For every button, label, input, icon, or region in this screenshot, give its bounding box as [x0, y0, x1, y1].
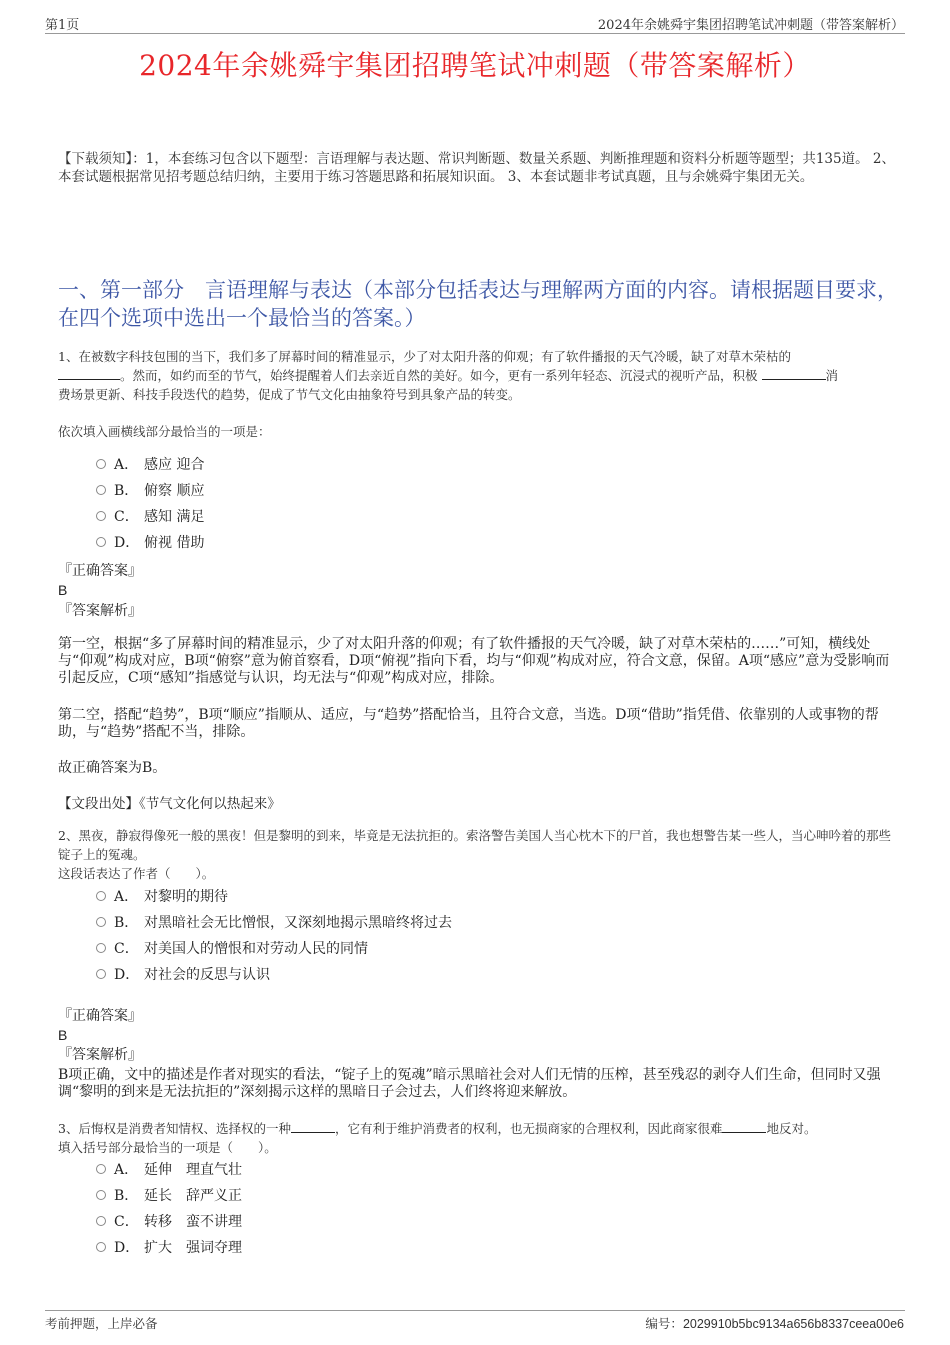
- question-2-option-d[interactable]: D． 对社会的反思与认识: [96, 965, 270, 985]
- question-2-option-c[interactable]: C． 对美国人的憎恨和对劳动人民的同情: [96, 939, 368, 959]
- section-heading: 一、第一部分 言语理解与表达（本部分包括表达与理解两方面的内容。请根据题目要求，在四个选项中选出一个最恰当的答案。）: [58, 278, 898, 330]
- question-3-text-part-a: 3、后悔权是消费者知情权、选择权的一种: [58, 1121, 291, 1136]
- question-2-analysis-label: 『答案解析』: [58, 1047, 142, 1063]
- radio-icon[interactable]: [96, 1242, 106, 1252]
- question-1-option-b[interactable]: B． 俯察 顺应: [96, 481, 204, 501]
- question-3-option-d[interactable]: D． 扩大 强词夺理: [96, 1238, 242, 1258]
- question-3-prompt: 填入括号部分最恰当的一项是（ ）。: [58, 1140, 277, 1155]
- radio-icon[interactable]: [96, 1190, 106, 1200]
- footer-divider: [45, 1310, 905, 1311]
- radio-icon[interactable]: [96, 511, 106, 521]
- radio-icon[interactable]: [96, 891, 106, 901]
- footer-slogan: 考前押题，上岸必备: [45, 1316, 158, 1331]
- radio-icon[interactable]: [96, 1216, 106, 1226]
- question-1-text-part-d: 费场景更新、科技手段迭代的趋势，促成了节气文化由抽象符号到具象产品的转变。: [58, 387, 521, 402]
- question-1-analysis-paragraph-2: 第二空，搭配“趋势”，B项“顺应”指顺从、适应，与“趋势”搭配恰当，且符合文意，当选。D项“借助”指凭借、依靠别的人或事物的帮助，与“趋势”搭配不当，排除。: [58, 707, 879, 740]
- footer-code-label: 编号：: [645, 1316, 683, 1331]
- question-3-option-b[interactable]: B． 延长 辞严义正: [96, 1186, 242, 1206]
- footer-code-value: 2029910b5bc9134a656b8337ceea00e6: [682, 1317, 904, 1331]
- question-1-source: 【文段出处】《节气文化何以热起来》: [58, 796, 281, 812]
- question-3-blank-2: [722, 1120, 766, 1133]
- radio-icon[interactable]: [96, 969, 106, 979]
- question-1-text-part-b: 。然而，如约而至的节气，始终提醒着人们去亲近自然的美好。如今，更有一系列年轻态、沉浸式的视听产品，积极: [120, 368, 758, 383]
- question-1-answer: B: [58, 582, 68, 598]
- question-3-text-part-c: 地反对。: [766, 1121, 817, 1136]
- question-2-text: 2、黑夜，静寂得像死一般的黑夜！但是黎明的到来，毕竟是无法抗拒的。索洛警告美国人当心枕木下的尸首，我也想警告某一些人，当心呻吟着的那些锭子上的冤魂。: [58, 828, 891, 862]
- download-notice: 【下载须知】：1，本套练习包含以下题型：言语理解与表达题、常识判断题、数量关系题、判断推理题和资料分析题等题型；共135道。 2、本套试题根据常见招考题总结归纳，主要用于练习答题思路和拓展知识面。 3、本套试题非考试真题，且与余姚舜宇集团无关。: [58, 151, 895, 185]
- radio-icon[interactable]: [96, 917, 106, 927]
- page-number: 第1页: [45, 18, 80, 33]
- question-3-option-c[interactable]: C． 转移 蛮不讲理: [96, 1212, 242, 1232]
- header-doc-title: 2024年余姚舜宇集团招聘笔试冲刺题（带答案解析）: [597, 18, 904, 33]
- question-2-option-b[interactable]: B． 对黑暗社会无比憎恨，又深刻地揭示黑暗终将过去: [96, 913, 452, 933]
- question-1-analysis-paragraph-1: 第一空，根据“多了屏幕时间的精准显示，少了对太阳升落的仰观；有了软件播报的天气冷暖，缺了对草木荣枯的……”可知，横线处与“仰观”构成对应，B项“俯察”意为俯首察看，D项“俯视”指向下看，均与“仰观”构成对应，符合文意，保留。A项“感应”意为受影响而引起反应，C项“感知”指感觉与认识，均无法与“仰观”构成对应，排除。: [58, 636, 890, 686]
- question-1-analysis-label: 『答案解析』: [58, 603, 142, 619]
- radio-icon[interactable]: [96, 459, 106, 469]
- question-1-option-a[interactable]: A． 感应 迎合: [96, 455, 204, 475]
- radio-icon[interactable]: [96, 943, 106, 953]
- question-3-text: [58, 1119, 898, 1138]
- header-divider: [45, 33, 905, 34]
- question-2-answer-label: 『正确答案』: [58, 1008, 142, 1024]
- question-1-text: [58, 347, 898, 404]
- question-1-option-c[interactable]: C． 感知 满足: [96, 507, 204, 527]
- question-2-option-a[interactable]: A． 对黎明的期待: [96, 887, 228, 907]
- question-3-text-part-b: ，它有利于维护消费者的权利，也无损商家的合理权利，因此商家很难: [334, 1121, 723, 1136]
- question-1-blank-2: [762, 367, 826, 380]
- question-2-answer: B: [58, 1027, 68, 1043]
- radio-icon[interactable]: [96, 537, 106, 547]
- question-1-text-part-c: 消: [825, 368, 839, 383]
- question-1-text-part-a: 1、在被数字科技包围的当下，我们多了屏幕时间的精准显示，少了对太阳升落的仰观；有了软件播报的天气冷暖，缺了对草木荣枯的: [58, 349, 791, 364]
- question-2-prompt: 这段话表达了作者（ ）。: [58, 866, 215, 881]
- question-2-analysis: B项正确，文中的描述是作者对现实的看法，“锭子上的冤魂”暗示黑暗社会对人们无情的压榨，甚至残忍的剥夺人们生命，但同时又强调“黎明的到来是无法抗拒的”深刻揭示这样的黑暗日子会过去，人们终将迎来解放。: [58, 1067, 881, 1100]
- radio-icon[interactable]: [96, 1164, 106, 1174]
- question-1-analysis-conclusion: 故正确答案为B。: [58, 760, 167, 776]
- question-1-blank-1: [58, 367, 120, 380]
- question-1-prompt: 依次填入画横线部分最恰当的一项是：: [58, 424, 271, 439]
- question-3-option-a[interactable]: A． 延伸 理直气壮: [96, 1160, 242, 1180]
- footer-code: [645, 1314, 904, 1332]
- page-title: 2024年余姚舜宇集团招聘笔试冲刺题（带答案解析）: [139, 49, 811, 82]
- radio-icon[interactable]: [96, 485, 106, 495]
- question-1-option-d[interactable]: D． 俯视 借助: [96, 533, 204, 553]
- question-1-answer-label: 『正确答案』: [58, 563, 142, 579]
- question-3-blank-1: [291, 1120, 335, 1133]
